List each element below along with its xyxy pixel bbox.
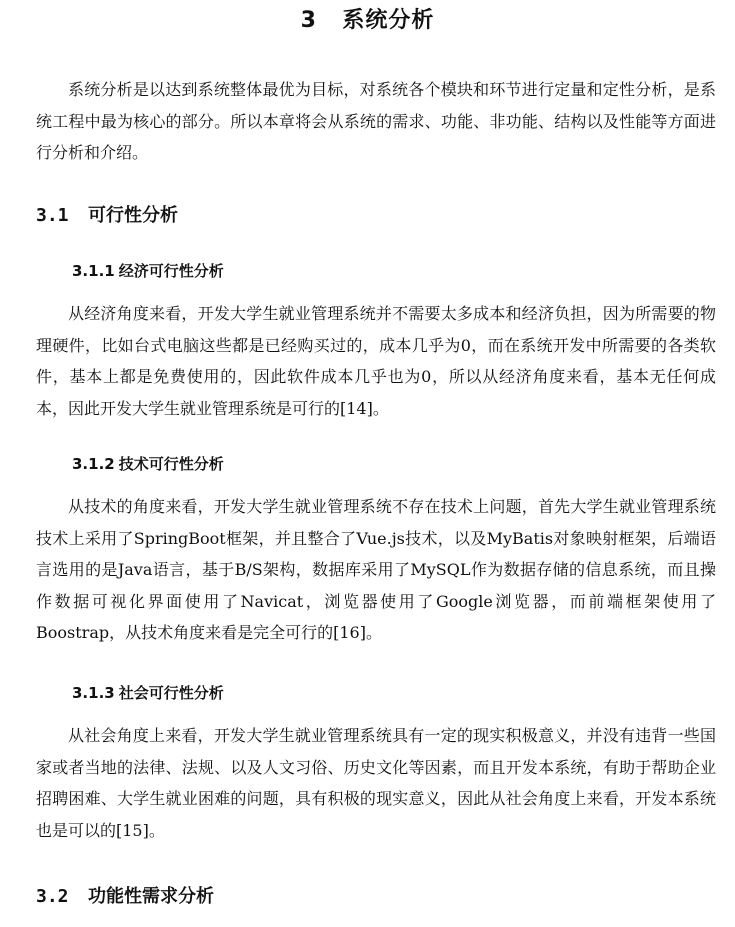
section-number: 3.1 [36,205,69,226]
chapter-number: 3 [300,8,317,33]
chapter-title [0,6,735,36]
subsection-heading-3-1-2 [72,453,224,475]
subsection-title: 技术可行性分析 [118,455,224,473]
social-feasibility-paragraph: 从社会角度上来看，开发大学生就业管理系统具有一定的现实积极意义，并没有违背一些国家或者当地的法律、法规、以及人文习俗、历史文化等因素，而且开发本系统，有助于帮助企业招聘困难、大学生就业困难的问题，具有积极的现实意义，因此从社会角度上来看，开发本系统也是可以的[15]。 [36,726,716,840]
section-title: 可行性分析 [88,205,178,226]
section-title: 功能性需求分析 [88,886,214,907]
economic-feasibility-paragraph: 从经济角度来看，开发大学生就业管理系统并不需要太多成本和经济负担，因为所需要的物理硬件，比如台式电脑这些都是已经购买过的，成本几乎为0，而在系统开发中所需要的各类软件，基本上都是免费使用的，因此软件成本几乎也为0，所以从经济角度来看，基本无任何成本，因此开发大学生就业管理系统是可行的[14]。 [36,304,716,418]
subsection-title: 社会可行性分析 [118,684,224,702]
section-heading-3-1 [36,203,178,229]
subsection-number: 3.1.1 [72,262,115,280]
section-heading-3-2 [36,884,214,910]
subsection-heading-3-1-3 [72,682,224,704]
subsection-number: 3.1.3 [72,684,115,702]
subsection-number: 3.1.2 [72,455,115,473]
intro-paragraph: 系统分析是以达到系统整体最优为目标，对系统各个模块和环节进行定量和定性分析，是系统工程中最为核心的部分。所以本章将会从系统的需求、功能、非功能、结构以及性能等方面进行分析和介绍。 [36,80,716,162]
chapter-title-text: 系统分析 [342,8,435,33]
subsection-title: 经济可行性分析 [118,262,224,280]
section-number: 3.2 [36,886,69,907]
technical-feasibility-paragraph: 从技术的角度来看，开发大学生就业管理系统不存在技术上问题，首先大学生就业管理系统技术上采用了SpringBoot框架，并且整合了Vue.js技术，以及MyBatis对象映射框架，后端语言选用的是Java语言，基于B/S架构，数据库采用了MySQL作为数据存储的信息系统，而且操作数据可视化界面使用了Navicat，浏览器使用了Google浏览器，而前端框架使用了Boostrap，从技术角度来看是完全可行的[16]。 [36,497,716,642]
subsection-heading-3-1-1 [72,260,224,282]
